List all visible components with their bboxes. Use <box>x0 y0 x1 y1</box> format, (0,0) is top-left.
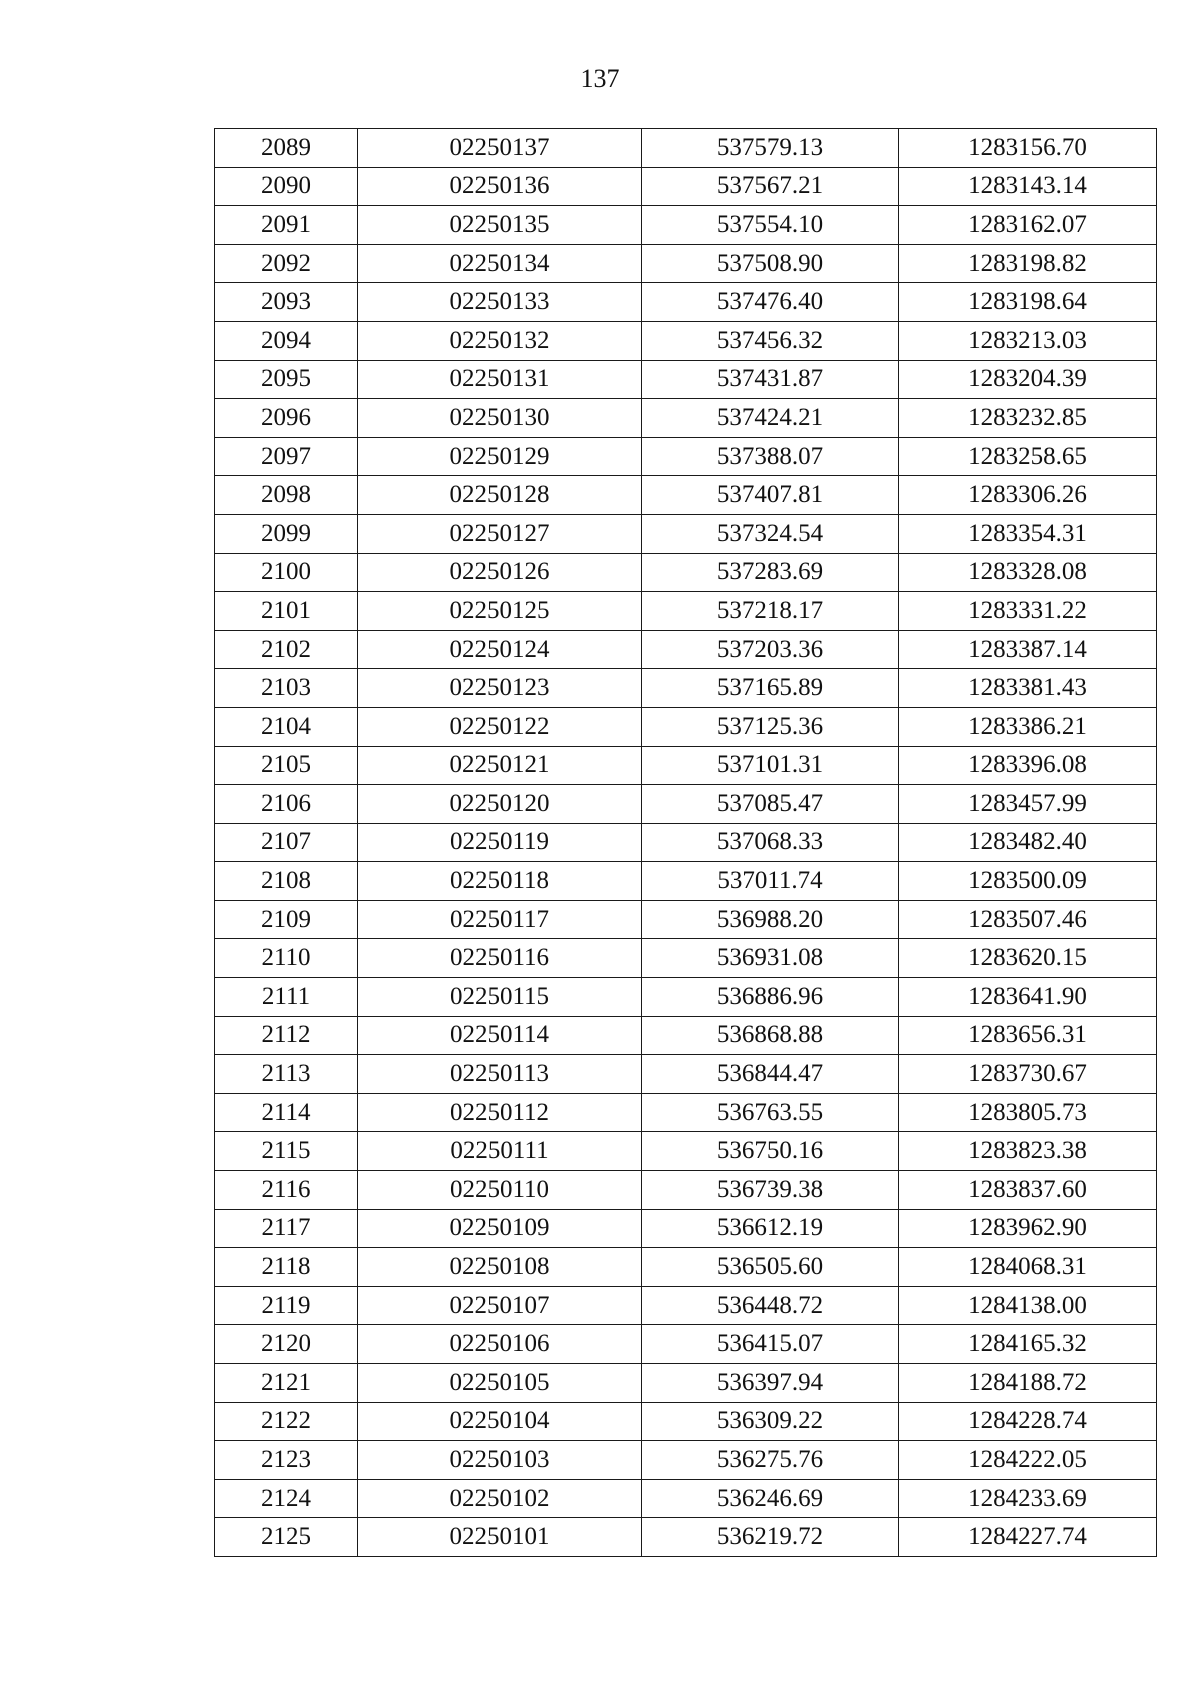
row-index-cell: 2123 <box>215 1441 358 1480</box>
x-coordinate-cell: 537068.33 <box>642 823 899 862</box>
point-id-cell: 02250106 <box>358 1325 642 1364</box>
row-index-cell: 2101 <box>215 592 358 631</box>
y-coordinate-cell: 1283620.15 <box>899 939 1157 978</box>
point-id-cell: 02250129 <box>358 437 642 476</box>
table-row <box>215 630 1157 669</box>
x-coordinate-cell: 537407.81 <box>642 476 899 515</box>
y-coordinate-cell: 1283457.99 <box>899 785 1157 824</box>
point-id-cell: 02250125 <box>358 592 642 631</box>
y-coordinate-cell: 1283213.03 <box>899 321 1157 360</box>
table-row <box>215 1132 1157 1171</box>
y-coordinate-cell: 1283306.26 <box>899 476 1157 515</box>
y-coordinate-cell: 1283656.31 <box>899 1016 1157 1055</box>
row-index-cell: 2120 <box>215 1325 358 1364</box>
y-coordinate-cell: 1283805.73 <box>899 1093 1157 1132</box>
row-index-cell: 2113 <box>215 1055 358 1094</box>
point-id-cell: 02250112 <box>358 1093 642 1132</box>
table-row <box>215 1209 1157 1248</box>
table-row <box>215 1402 1157 1441</box>
row-index-cell: 2093 <box>215 283 358 322</box>
x-coordinate-cell: 537476.40 <box>642 283 899 322</box>
table-row <box>215 437 1157 476</box>
point-id-cell: 02250103 <box>358 1441 642 1480</box>
table-row <box>215 1518 1157 1557</box>
x-coordinate-cell: 537203.36 <box>642 630 899 669</box>
x-coordinate-cell: 536612.19 <box>642 1209 899 1248</box>
y-coordinate-cell: 1283482.40 <box>899 823 1157 862</box>
table-row <box>215 939 1157 978</box>
x-coordinate-cell: 536886.96 <box>642 978 899 1017</box>
row-index-cell: 2094 <box>215 321 358 360</box>
row-index-cell: 2104 <box>215 707 358 746</box>
page-number: 137 <box>580 64 620 93</box>
point-id-cell: 02250110 <box>358 1171 642 1210</box>
table-row <box>215 862 1157 901</box>
y-coordinate-cell: 1283143.14 <box>899 167 1157 206</box>
row-index-cell: 2107 <box>215 823 358 862</box>
table-row <box>215 785 1157 824</box>
row-index-cell: 2121 <box>215 1364 358 1403</box>
y-coordinate-cell: 1283328.08 <box>899 553 1157 592</box>
x-coordinate-cell: 537554.10 <box>642 206 899 245</box>
x-coordinate-cell: 537165.89 <box>642 669 899 708</box>
x-coordinate-cell: 537508.90 <box>642 244 899 283</box>
table-row <box>215 1055 1157 1094</box>
y-coordinate-cell: 1283381.43 <box>899 669 1157 708</box>
x-coordinate-cell: 537085.47 <box>642 785 899 824</box>
row-index-cell: 2125 <box>215 1518 358 1557</box>
x-coordinate-cell: 537218.17 <box>642 592 899 631</box>
point-id-cell: 02250113 <box>358 1055 642 1094</box>
table-row <box>215 1248 1157 1287</box>
y-coordinate-cell: 1283500.09 <box>899 862 1157 901</box>
table-row <box>215 476 1157 515</box>
table-row <box>215 1171 1157 1210</box>
row-index-cell: 2090 <box>215 167 358 206</box>
x-coordinate-cell: 536868.88 <box>642 1016 899 1055</box>
table-row <box>215 1364 1157 1403</box>
table-row <box>215 1441 1157 1480</box>
y-coordinate-cell: 1284165.32 <box>899 1325 1157 1364</box>
row-index-cell: 2108 <box>215 862 358 901</box>
point-id-cell: 02250123 <box>358 669 642 708</box>
point-id-cell: 02250120 <box>358 785 642 824</box>
y-coordinate-cell: 1284068.31 <box>899 1248 1157 1287</box>
point-id-cell: 02250105 <box>358 1364 642 1403</box>
point-id-cell: 02250126 <box>358 553 642 592</box>
table-row <box>215 244 1157 283</box>
row-index-cell: 2117 <box>215 1209 358 1248</box>
point-id-cell: 02250122 <box>358 707 642 746</box>
row-index-cell: 2091 <box>215 206 358 245</box>
y-coordinate-cell: 1284228.74 <box>899 1402 1157 1441</box>
y-coordinate-cell: 1283641.90 <box>899 978 1157 1017</box>
y-coordinate-cell: 1283837.60 <box>899 1171 1157 1210</box>
row-index-cell: 2106 <box>215 785 358 824</box>
table-row <box>215 746 1157 785</box>
x-coordinate-cell: 536448.72 <box>642 1286 899 1325</box>
row-index-cell: 2105 <box>215 746 358 785</box>
table-row <box>215 553 1157 592</box>
table-row <box>215 360 1157 399</box>
table-row <box>215 978 1157 1017</box>
point-id-cell: 02250134 <box>358 244 642 283</box>
row-index-cell: 2095 <box>215 360 358 399</box>
table-row <box>215 823 1157 862</box>
x-coordinate-cell: 536750.16 <box>642 1132 899 1171</box>
y-coordinate-cell: 1284233.69 <box>899 1479 1157 1518</box>
table-row <box>215 514 1157 553</box>
table-row <box>215 900 1157 939</box>
row-index-cell: 2118 <box>215 1248 358 1287</box>
point-id-cell: 02250133 <box>358 283 642 322</box>
table-row <box>215 1016 1157 1055</box>
row-index-cell: 2112 <box>215 1016 358 1055</box>
y-coordinate-cell: 1283232.85 <box>899 399 1157 438</box>
point-id-cell: 02250102 <box>358 1479 642 1518</box>
table-row <box>215 1325 1157 1364</box>
row-index-cell: 2119 <box>215 1286 358 1325</box>
y-coordinate-cell: 1283198.64 <box>899 283 1157 322</box>
x-coordinate-cell: 537456.32 <box>642 321 899 360</box>
x-coordinate-cell: 536219.72 <box>642 1518 899 1557</box>
point-id-cell: 02250131 <box>358 360 642 399</box>
row-index-cell: 2103 <box>215 669 358 708</box>
point-id-cell: 02250137 <box>358 129 642 168</box>
table-row <box>215 167 1157 206</box>
y-coordinate-cell: 1283962.90 <box>899 1209 1157 1248</box>
point-id-cell: 02250101 <box>358 1518 642 1557</box>
x-coordinate-cell: 536415.07 <box>642 1325 899 1364</box>
row-index-cell: 2092 <box>215 244 358 283</box>
table-row <box>215 129 1157 168</box>
row-index-cell: 2114 <box>215 1093 358 1132</box>
y-coordinate-cell: 1283156.70 <box>899 129 1157 168</box>
point-id-cell: 02250117 <box>358 900 642 939</box>
row-index-cell: 2089 <box>215 129 358 168</box>
point-id-cell: 02250128 <box>358 476 642 515</box>
y-coordinate-cell: 1283162.07 <box>899 206 1157 245</box>
x-coordinate-cell: 536739.38 <box>642 1171 899 1210</box>
x-coordinate-cell: 537011.74 <box>642 862 899 901</box>
x-coordinate-cell: 536505.60 <box>642 1248 899 1287</box>
y-coordinate-cell: 1283387.14 <box>899 630 1157 669</box>
point-id-cell: 02250109 <box>358 1209 642 1248</box>
x-coordinate-cell: 537324.54 <box>642 514 899 553</box>
x-coordinate-cell: 536309.22 <box>642 1402 899 1441</box>
point-id-cell: 02250107 <box>358 1286 642 1325</box>
y-coordinate-cell: 1284227.74 <box>899 1518 1157 1557</box>
row-index-cell: 2124 <box>215 1479 358 1518</box>
y-coordinate-cell: 1284222.05 <box>899 1441 1157 1480</box>
y-coordinate-cell: 1283198.82 <box>899 244 1157 283</box>
x-coordinate-cell: 537424.21 <box>642 399 899 438</box>
row-index-cell: 2115 <box>215 1132 358 1171</box>
x-coordinate-cell: 536988.20 <box>642 900 899 939</box>
x-coordinate-cell: 537431.87 <box>642 360 899 399</box>
point-id-cell: 02250127 <box>358 514 642 553</box>
point-id-cell: 02250116 <box>358 939 642 978</box>
x-coordinate-cell: 537125.36 <box>642 707 899 746</box>
row-index-cell: 2111 <box>215 978 358 1017</box>
y-coordinate-cell: 1283507.46 <box>899 900 1157 939</box>
row-index-cell: 2100 <box>215 553 358 592</box>
table-row <box>215 321 1157 360</box>
row-index-cell: 2122 <box>215 1402 358 1441</box>
table-row <box>215 707 1157 746</box>
point-id-cell: 02250136 <box>358 167 642 206</box>
x-coordinate-cell: 536246.69 <box>642 1479 899 1518</box>
table-row <box>215 1286 1157 1325</box>
point-id-cell: 02250118 <box>358 862 642 901</box>
point-id-cell: 02250132 <box>358 321 642 360</box>
point-id-cell: 02250135 <box>358 206 642 245</box>
y-coordinate-cell: 1283730.67 <box>899 1055 1157 1094</box>
y-coordinate-cell: 1283354.31 <box>899 514 1157 553</box>
y-coordinate-cell: 1283823.38 <box>899 1132 1157 1171</box>
row-index-cell: 2102 <box>215 630 358 669</box>
table-row <box>215 669 1157 708</box>
x-coordinate-cell: 536763.55 <box>642 1093 899 1132</box>
point-id-cell: 02250119 <box>358 823 642 862</box>
row-index-cell: 2097 <box>215 437 358 476</box>
row-index-cell: 2116 <box>215 1171 358 1210</box>
table-row <box>215 1093 1157 1132</box>
y-coordinate-cell: 1283386.21 <box>899 707 1157 746</box>
table-row <box>215 1479 1157 1518</box>
x-coordinate-cell: 537388.07 <box>642 437 899 476</box>
row-index-cell: 2110 <box>215 939 358 978</box>
point-id-cell: 02250124 <box>358 630 642 669</box>
table-body <box>215 129 1157 1557</box>
x-coordinate-cell: 536275.76 <box>642 1441 899 1480</box>
table-row <box>215 283 1157 322</box>
row-index-cell: 2096 <box>215 399 358 438</box>
y-coordinate-cell: 1283258.65 <box>899 437 1157 476</box>
point-id-cell: 02250104 <box>358 1402 642 1441</box>
point-id-cell: 02250130 <box>358 399 642 438</box>
point-id-cell: 02250115 <box>358 978 642 1017</box>
x-coordinate-cell: 537579.13 <box>642 129 899 168</box>
coordinate-table <box>214 128 1157 1557</box>
x-coordinate-cell: 537283.69 <box>642 553 899 592</box>
point-id-cell: 02250121 <box>358 746 642 785</box>
row-index-cell: 2109 <box>215 900 358 939</box>
y-coordinate-cell: 1284188.72 <box>899 1364 1157 1403</box>
table-row <box>215 592 1157 631</box>
y-coordinate-cell: 1283396.08 <box>899 746 1157 785</box>
x-coordinate-cell: 536844.47 <box>642 1055 899 1094</box>
x-coordinate-cell: 536397.94 <box>642 1364 899 1403</box>
point-id-cell: 02250114 <box>358 1016 642 1055</box>
table-row <box>215 206 1157 245</box>
x-coordinate-cell: 537101.31 <box>642 746 899 785</box>
y-coordinate-cell: 1283331.22 <box>899 592 1157 631</box>
row-index-cell: 2098 <box>215 476 358 515</box>
point-id-cell: 02250111 <box>358 1132 642 1171</box>
x-coordinate-cell: 536931.08 <box>642 939 899 978</box>
row-index-cell: 2099 <box>215 514 358 553</box>
y-coordinate-cell: 1283204.39 <box>899 360 1157 399</box>
y-coordinate-cell: 1284138.00 <box>899 1286 1157 1325</box>
point-id-cell: 02250108 <box>358 1248 642 1287</box>
x-coordinate-cell: 537567.21 <box>642 167 899 206</box>
table-row <box>215 399 1157 438</box>
